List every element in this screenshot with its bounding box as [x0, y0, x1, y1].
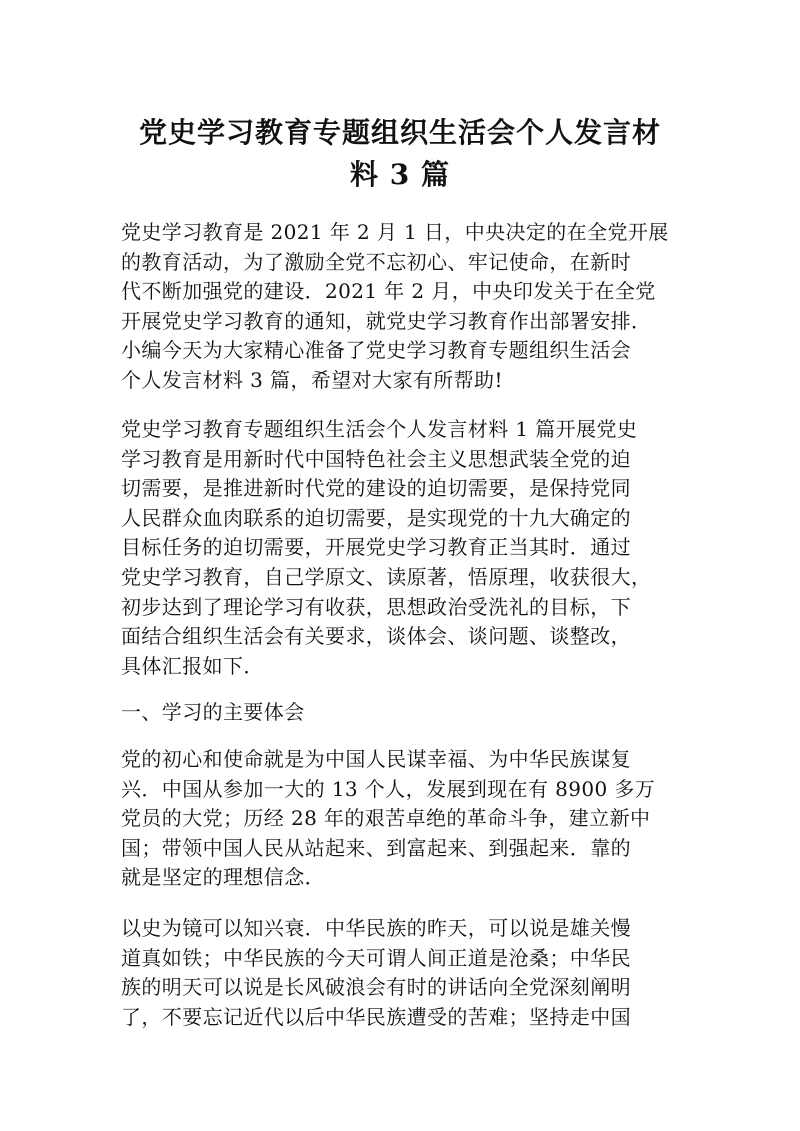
- intro-paragraph: [121, 218, 681, 396]
- text-line: 道真如铁；中华民族的今天可谓人间正道是沧桑；中华民: [121, 945, 631, 970]
- text-line: 学习教育是用新时代中国特色社会主义思想武装全党的迫: [121, 446, 631, 471]
- text-line: 了，不要忘记近代以后中华民族遭受的苦难；坚持走中国: [121, 1004, 631, 1029]
- text-line: 党史学习教育，自己学原文、读原著，悟原理，收获很大，: [121, 564, 652, 589]
- body-paragraph: [121, 914, 681, 1032]
- document-title-line-1: 党史学习教育专题组织生活会个人发言材: [138, 116, 661, 149]
- text-line: 具体汇报如下．: [121, 653, 264, 678]
- text-line: 以史为镜可以知兴衰．中华民族的昨天，可以说是雄关慢: [121, 916, 631, 940]
- text-line: 切需要，是推进新时代党的建设的迫切需要，是保持党同: [121, 476, 631, 501]
- text-line: 一、学习的主要体会: [121, 700, 305, 724]
- document-title-line-2: 料 3 篇: [350, 158, 450, 191]
- text-line: 兴．中国从参加一大的 13 个人，发展到现在有 8900 多万: [121, 776, 656, 801]
- text-line: 党员的大党；历经 28 年的艰苦卓绝的革命斗争，建立新中: [121, 806, 651, 831]
- text-line: 人民群众血肉联系的迫切需要，是实现党的十九大确定的: [121, 505, 631, 530]
- text-line: 族的明天可以说是长风破浪会有时的讲话向全党深刻阐明: [121, 975, 631, 1000]
- text-line: 国；带领中国人民从站起来、到富起来、到强起来．靠的: [121, 835, 631, 860]
- text-line: 党史学习教育专题组织生活会个人发言材料 1 篇开展党史: [121, 417, 638, 441]
- text-line: 小编今天为大家精心准备了党史学习教育专题组织生活会: [121, 338, 631, 363]
- text-line: 的教育活动，为了激励全党不忘初心、牢记使命，在新时: [121, 249, 631, 274]
- text-line: 就是坚定的理想信念．: [121, 865, 325, 890]
- text-line: 开展党史学习教育的通知，就党史学习教育作出部署安排．: [121, 308, 652, 333]
- body-paragraph: [121, 745, 681, 893]
- text-line: 代不断加强党的建设．2021 年 2 月，中央印发关于在全党: [121, 279, 656, 304]
- text-line: 初步达到了理论学习有收获，思想政治受洗礼的目标，下: [121, 594, 631, 619]
- section-heading: [121, 698, 681, 728]
- text-line: 目标任务的迫切需要，开展党史学习教育正当其时．通过: [121, 535, 631, 560]
- text-line: 党史学习教育是 2021 年 2 月 1 日，中央决定的在全党开展: [121, 220, 669, 244]
- text-line: 党的初心和使命就是为中国人民谋幸福、为中华民族谋复: [121, 747, 631, 771]
- text-line: 个人发言材料 3 篇，希望对大家有所帮助!: [121, 367, 503, 392]
- text-line: 面结合组织生活会有关要求，谈体会、谈问题、谈整改，: [121, 624, 631, 649]
- body-paragraph: [121, 415, 681, 681]
